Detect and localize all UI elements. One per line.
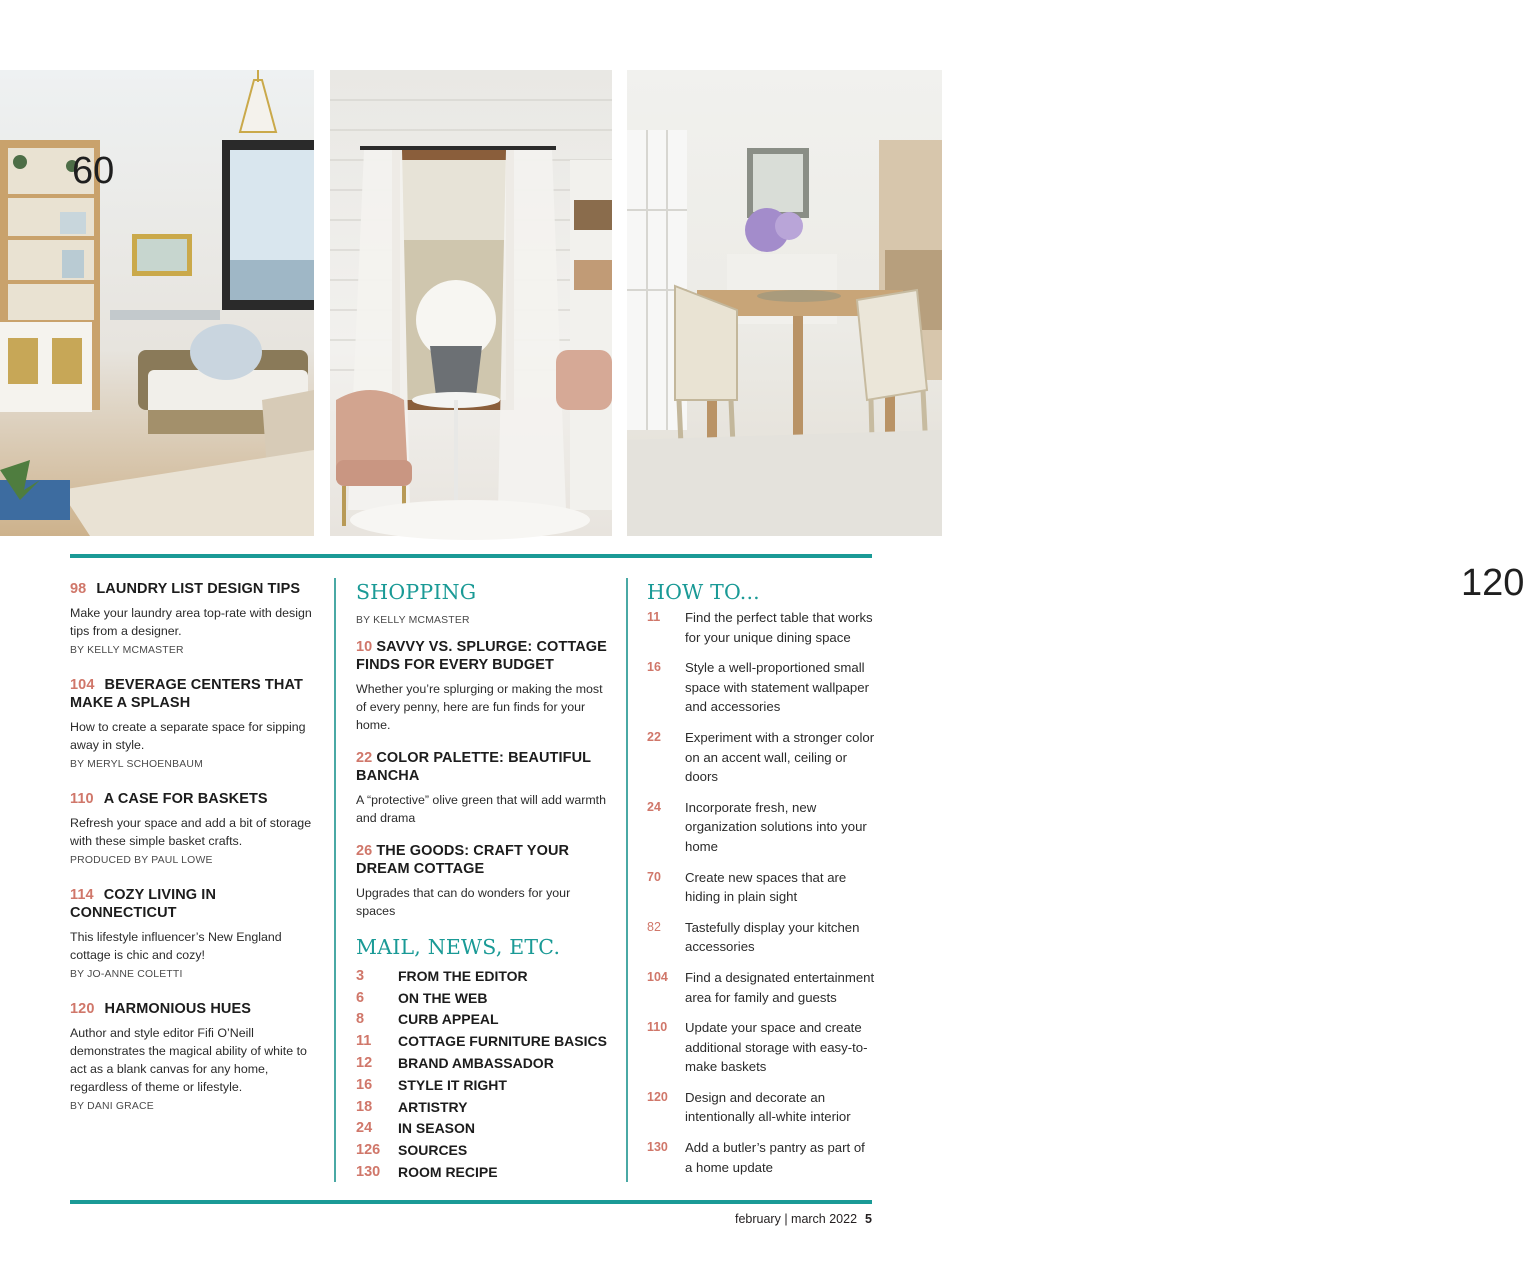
howto-text: Update your space and create additional storage with easy-to-make baskets [685, 1020, 868, 1075]
column-divider [334, 578, 336, 1182]
mail-page-number: 130 [356, 1164, 381, 1181]
features-column [70, 580, 320, 1132]
howto-item[interactable] [647, 608, 875, 647]
photo-cottage-window-corner [330, 70, 612, 536]
feature-description: This lifestyle influencer’s New England cottage is chic and cozy! [70, 930, 282, 962]
feature-heading [70, 886, 320, 922]
feature-description: Make your laundry area top-rate with design tips from a designer. [70, 606, 312, 638]
howto-page-number: 11 [647, 610, 661, 624]
feature-page-number: 98 [70, 581, 87, 597]
howto-page-number: 24 [647, 799, 661, 814]
shopping-section-title: SHOPPING [356, 580, 477, 604]
shopping-page-number: 10 [356, 639, 373, 655]
mail-label: ON THE WEB [398, 989, 488, 1006]
howto-page-number: 130 [647, 1140, 668, 1155]
shopping-item-heading [356, 842, 610, 878]
mail-label: SOURCES [398, 1142, 468, 1159]
mail-label: BRAND AMBASSADOR [398, 1055, 554, 1072]
feature-item[interactable] [70, 790, 320, 868]
feature-byline: BY JO-ANNE COLETTI [70, 969, 183, 980]
feature-title: BEVERAGE CENTERS THAT MAKE A SPLASH [70, 677, 303, 711]
photo-coastal-living-room [0, 70, 314, 536]
howto-column [647, 580, 875, 1188]
howto-item[interactable] [647, 1018, 875, 1077]
mail-label: COTTAGE FURNITURE BASICS [398, 1033, 607, 1050]
feature-title: LAUNDRY LIST DESIGN TIPS [96, 581, 301, 597]
feature-page-number: 114 [70, 887, 94, 903]
photo-page-number: 120 [1461, 562, 1524, 604]
shopping-page-number: 22 [356, 750, 373, 766]
howto-text: Add a butler’s pantry as part of a home update [685, 1140, 865, 1175]
mail-item[interactable] [356, 1161, 610, 1183]
feature-byline: BY KELLY MCMASTER [70, 645, 184, 656]
shopping-item-description: Whether you’re splurging or making the most of every penny, here are fun finds for your home. [356, 682, 603, 732]
shopping-item-description: Upgrades that can do wonders for your spaces [356, 886, 571, 918]
howto-text: Tastefully display your kitchen accessories [685, 919, 860, 955]
mail-page-number: 126 [356, 1142, 381, 1159]
mail-item[interactable] [356, 1009, 610, 1031]
howto-item[interactable] [647, 658, 875, 717]
feature-page-number: 120 [70, 1001, 95, 1017]
shopping-item[interactable] [356, 842, 610, 920]
mail-page-number: 12 [356, 1055, 373, 1072]
shopping-item-description: A “protective” olive green that will add warmth and drama [356, 793, 606, 825]
shopping-item-title: COLOR PALETTE: BEAUTIFUL BANCHA [356, 750, 591, 784]
folio-page-number: 5 [865, 1212, 872, 1226]
mail-list [356, 965, 610, 1183]
feature-item[interactable] [70, 886, 320, 982]
howto-item[interactable] [647, 1088, 875, 1127]
mail-page-number: 6 [356, 989, 365, 1006]
howto-text: Create new spaces that are hiding in plain sight [685, 869, 847, 905]
mail-label: ARTISTRY [398, 1098, 468, 1115]
howto-text: Style a well-proportioned small space with statement wallpaper and accessories [685, 660, 869, 715]
howto-item[interactable] [647, 968, 875, 1007]
bottom-divider-rule [70, 1200, 872, 1204]
howto-text: Find a designated entertainment area for family and guests [685, 969, 875, 1005]
howto-page-number: 70 [647, 869, 661, 884]
feature-item[interactable] [70, 1000, 320, 1114]
feature-item[interactable] [70, 676, 320, 772]
feature-title: HARMONIOUS HUES [104, 1001, 252, 1017]
howto-text: Design and decorate an intentionally all-white interior [685, 1089, 851, 1125]
feature-heading [70, 676, 320, 712]
howto-item[interactable] [647, 868, 875, 907]
feature-description: Refresh your space and add a bit of storage with these simple basket crafts. [70, 816, 312, 848]
shopping-item-title: THE GOODS: CRAFT YOUR DREAM COTTAGE [356, 843, 570, 877]
mail-item[interactable] [356, 1052, 610, 1074]
shopping-byline: BY KELLY MCMASTER [356, 615, 470, 626]
feature-item[interactable] [70, 580, 320, 658]
mail-page-number: 8 [356, 1011, 365, 1028]
mail-item[interactable] [356, 965, 610, 987]
howto-section-title: HOW TO... [647, 580, 760, 604]
column-divider [626, 578, 628, 1182]
howto-page-number: 82 [647, 919, 661, 934]
mail-label: ROOM RECIPE [398, 1164, 498, 1181]
mail-item[interactable] [356, 1139, 610, 1161]
feature-page-number: 104 [70, 677, 95, 693]
mail-item[interactable] [356, 987, 610, 1009]
mail-page-number: 11 [356, 1033, 372, 1050]
mail-item[interactable] [356, 1118, 610, 1140]
howto-page-number: 104 [647, 969, 668, 984]
mail-item[interactable] [356, 1030, 610, 1052]
page-footer [735, 1212, 872, 1226]
feature-byline: BY MERYL SCHOENBAUM [70, 759, 203, 770]
howto-page-number: 16 [647, 660, 661, 675]
mail-page-number: 3 [356, 967, 365, 984]
mail-label: IN SEASON [398, 1120, 476, 1137]
feature-page-number: 110 [70, 791, 94, 807]
feature-title: COZY LIVING IN CONNECTICUT [70, 887, 217, 921]
shopping-column [356, 580, 610, 1183]
feature-description: How to create a separate space for sipping away in style. [70, 720, 306, 752]
mail-page-number: 24 [356, 1120, 373, 1137]
feature-description: Author and style editor Fifi O’Neill demonstrates the magical ability of white to act as a blank canvas for any home, regardless of theme or lifestyle. [70, 1026, 307, 1094]
mail-label: CURB APPEAL [398, 1011, 499, 1028]
top-divider-rule [70, 554, 872, 558]
mail-page-number: 16 [356, 1076, 373, 1093]
mail-section-title: MAIL, NEWS, ETC. [356, 935, 561, 959]
shopping-item[interactable] [356, 749, 610, 827]
photo-cottage-window-corner-illustration [330, 70, 612, 536]
feature-heading [70, 1000, 320, 1018]
shopping-item[interactable] [356, 638, 610, 734]
mail-item[interactable] [356, 1074, 610, 1096]
shopping-item-title: SAVVY VS. SPLURGE: COTTAGE FINDS FOR EVERY BUDGET [356, 639, 607, 673]
mail-label: FROM THE EDITOR [398, 967, 528, 984]
howto-item[interactable] [647, 1138, 875, 1177]
howto-item[interactable] [647, 728, 875, 787]
issue-date: february | march 2022 [734, 1212, 858, 1226]
photo-page-number: 60 [72, 150, 115, 192]
photo-white-dining-room-illustration [627, 70, 942, 536]
howto-item[interactable] [647, 798, 875, 857]
feature-heading [70, 790, 320, 808]
howto-page-number: 110 [647, 1020, 668, 1035]
howto-page-number: 120 [647, 1089, 668, 1104]
shopping-item-heading [356, 638, 610, 674]
mail-label: STYLE IT RIGHT [398, 1076, 507, 1093]
howto-item[interactable] [647, 918, 875, 957]
howto-page-number: 22 [647, 729, 661, 744]
feature-title: A CASE FOR BASKETS [103, 791, 268, 807]
howto-text: Find the perfect table that works for your unique dining space [685, 610, 873, 645]
mail-item[interactable] [356, 1096, 610, 1118]
shopping-item-heading [356, 749, 610, 785]
howto-text: Experiment with a stronger color on an accent wall, ceiling or doors [685, 729, 875, 785]
howto-text: Incorporate fresh, new organization solutions into your home [685, 799, 867, 854]
feature-byline: BY DANI GRACE [70, 1101, 154, 1112]
shopping-page-number: 26 [356, 843, 373, 859]
mail-page-number: 18 [356, 1098, 373, 1115]
photo-coastal-living-room-illustration [0, 70, 314, 536]
feature-heading [70, 580, 320, 598]
feature-byline: PRODUCED BY PAUL LOWE [70, 855, 213, 866]
